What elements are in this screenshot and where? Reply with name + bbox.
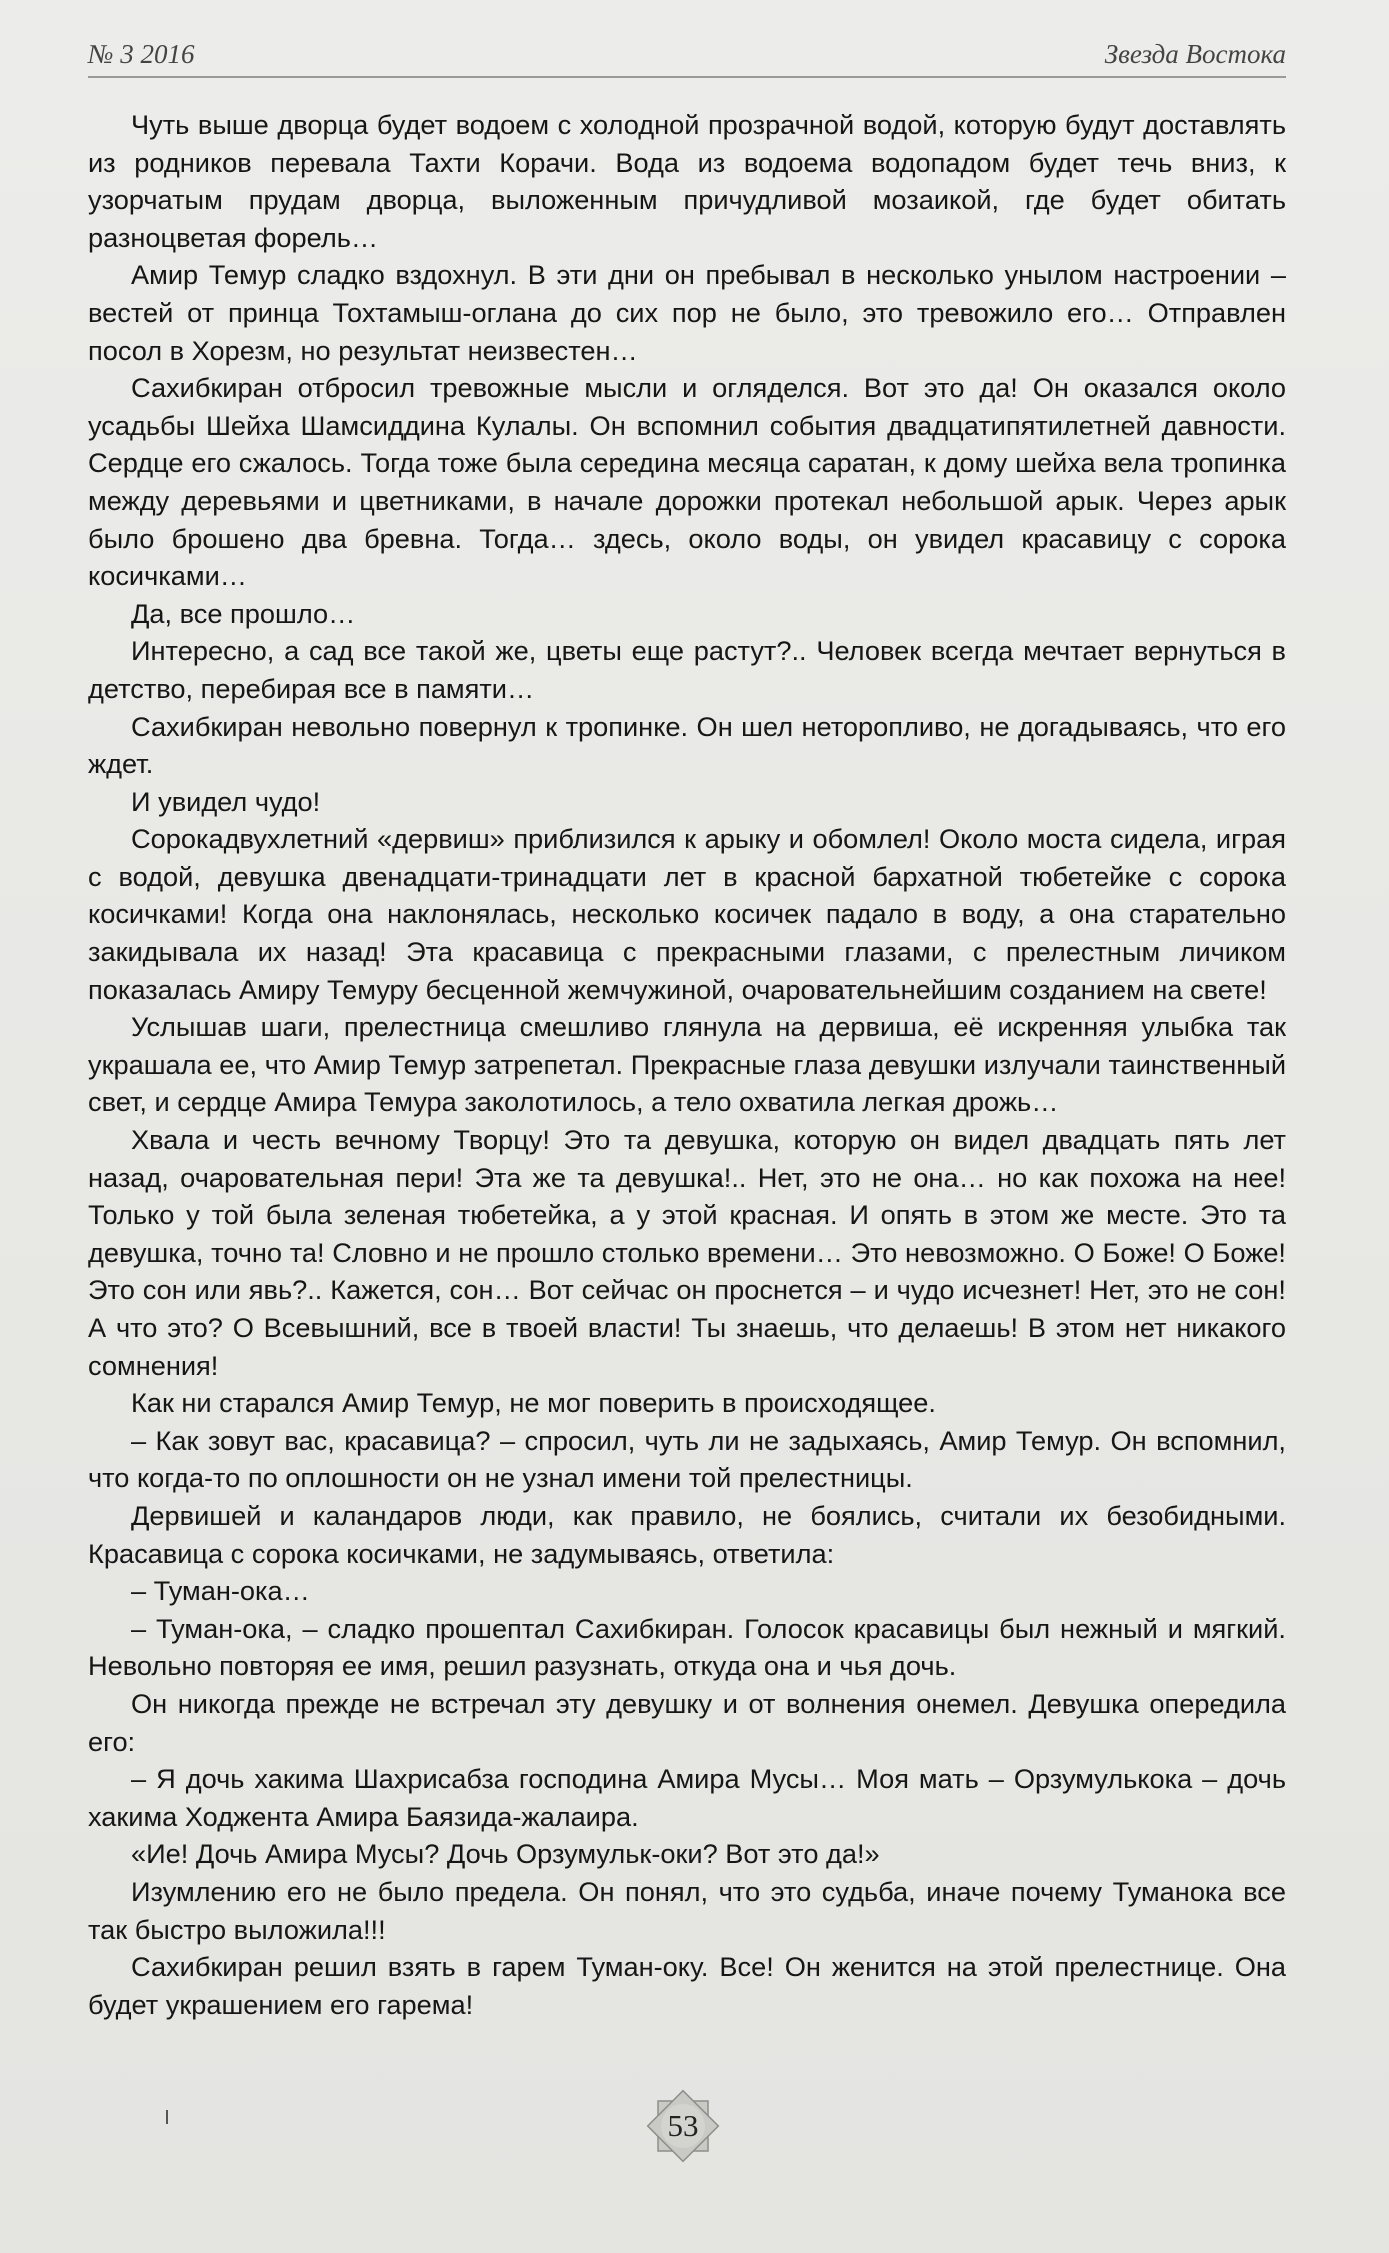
- running-header: [88, 30, 1286, 78]
- paragraph: Он никогда прежде не встречал эту девушку и от волнения онемел. Девушка опередила его:: [88, 1687, 1286, 1757]
- paragraph: И увидел чудо!: [131, 785, 321, 817]
- paragraph: Да, все прошло…: [131, 597, 356, 629]
- article-body: [88, 106, 1286, 2023]
- paragraph: Изумлению его не было предела. Он понял, что это судьба, иначе почему Туманока все так быстро выложила!!!: [88, 1875, 1286, 1945]
- paragraph: – Туман-ока…: [131, 1575, 310, 1607]
- paragraph: Интересно, а сад все такой же, цветы еще растут?.. Человек всегда мечтает вернуться в детство, перебирая все в памяти…: [88, 635, 1286, 704]
- paragraph: «Ие! Дочь Амира Мусы? Дочь Орзумульк-оки? Вот это да!»: [131, 1838, 880, 1870]
- paragraph: Сахибкиран решил взять в гарем Туман-оку. Все! Он женится на этой прелестнице. Она будет украшением его гарема!: [88, 1951, 1286, 2020]
- paragraph: Дервишей и каландаров люди, как правило, не боялись, считали их безобидными. Красавица с сорока косичками, не задумываясь, ответила:: [88, 1499, 1286, 1569]
- paragraph: Сахибкиран отбросил тревожные мысли и огляделся. Вот это да! Он оказался около усадьбы Шейха Шамсиддина Кулалы. Он вспомнил события двадцатипятилетней давности. Сердце его сжалось. Тогда тоже была середина месяца саратан, к дому шейха вела тропинка между деревьями и цветниками, в начале дорожки протекал небольшой арык. Через арык было брошено два бревна. Тогда… здесь, около воды, он увидел красавицу с сорока косичками…: [88, 372, 1286, 592]
- paragraph: – Как зовут вас, красавица? – спросил, чуть ли не задыхаясь, Амир Темур. Он вспомнил, что когда-то по оплошности он не узнал имени той прелестницы.: [88, 1424, 1286, 1494]
- page-number: 53: [667, 2108, 699, 2143]
- journal-title: Звезда Востока: [1104, 39, 1286, 69]
- issue-number: № 3 2016: [88, 39, 195, 69]
- page-number-ornament: [644, 2087, 722, 2165]
- paragraph: – Туман-ока, – сладко прошептал Сахибкиран. Голосок красавицы был нежный и мягкий. Невольно повторяя ее имя, решил разузнать, откуда она и чья дочь.: [88, 1612, 1286, 1682]
- paragraph: Услышав шаги, прелестница смешливо глянула на дервиша, её искренняя улыбка так украшала ее, что Амир Темур затрепетал. Прекрасные глаза девушки излучали таинственный свет, и сердце Амира Темура заколотилось, а тело охватила легкая дрожь…: [88, 1011, 1286, 1118]
- paragraph: Амир Темур сладко вздохнул. В эти дни он пребывал в несколько унылом настроении – вестей от принца Тохтамыш-оглана до сих пор не было, это тревожило его… Отправлен посол в Хорезм, но результат неизвестен…: [88, 259, 1286, 366]
- paragraph: Чуть выше дворца будет водоем с холодной прозрачной водой, которую будут доставлять из родников перевала Тахти Корачи. Вода из водоема водопадом будет течь вниз, к узорчатым прудам дворца, выложенным причудливой мозаикой, где будет обитать разноцветая форель…: [88, 109, 1286, 253]
- paragraph: Сахибкиран невольно повернул к тропинке. Он шел неторопливо, не догадываясь, что его ждет.: [88, 710, 1286, 780]
- paragraph: – Я дочь хакима Шахрисабза господина Амира Мусы… Моя мать – Орзумулькока – дочь хакима Ходжента Амира Баязида-жалаира.: [88, 1763, 1286, 1832]
- paragraph: Как ни старался Амир Темур, не мог поверить в происходящее.: [131, 1387, 936, 1419]
- scan-mark: [166, 2110, 168, 2124]
- paragraph: Сорокадвухлетний «дервиш» приблизился к арыку и обомлел! Около моста сидела, играя с водой, девушка двенадцати-тринадцати лет в красной бархатной тюбетейке с сорока косичками! Когда она наклонялась, несколько косичек падало в воду, а она старательно закидывала их назад! Эта красавица с прекрасными глазами, с прелестным личиком показалась Амиру Темуру бесценной жемчужиной, очаровательнейшим созданием на свете!: [88, 823, 1286, 1005]
- paragraph: Хвала и честь вечному Творцу! Это та девушка, которую он видел двадцать пять лет назад, очаровательная пери! Эта же та девушка!.. Нет, это не она… но как похожа на нее! Только у той была зеленая тюбетейка, а у этой красная. И опять в этом же месте. Это та девушка, точно та! Словно и не прошло столько времени… Это невозможно. О Боже! О Боже! Это сон или явь?.. Кажется, сон… Вот сейчас он проснется – и чудо исчезнет! Нет, это не сон! А что это? О Всевышний, все в твоей власти! Ты знаешь, что делаешь! В этом нет никакого сомнения!: [88, 1124, 1286, 1381]
